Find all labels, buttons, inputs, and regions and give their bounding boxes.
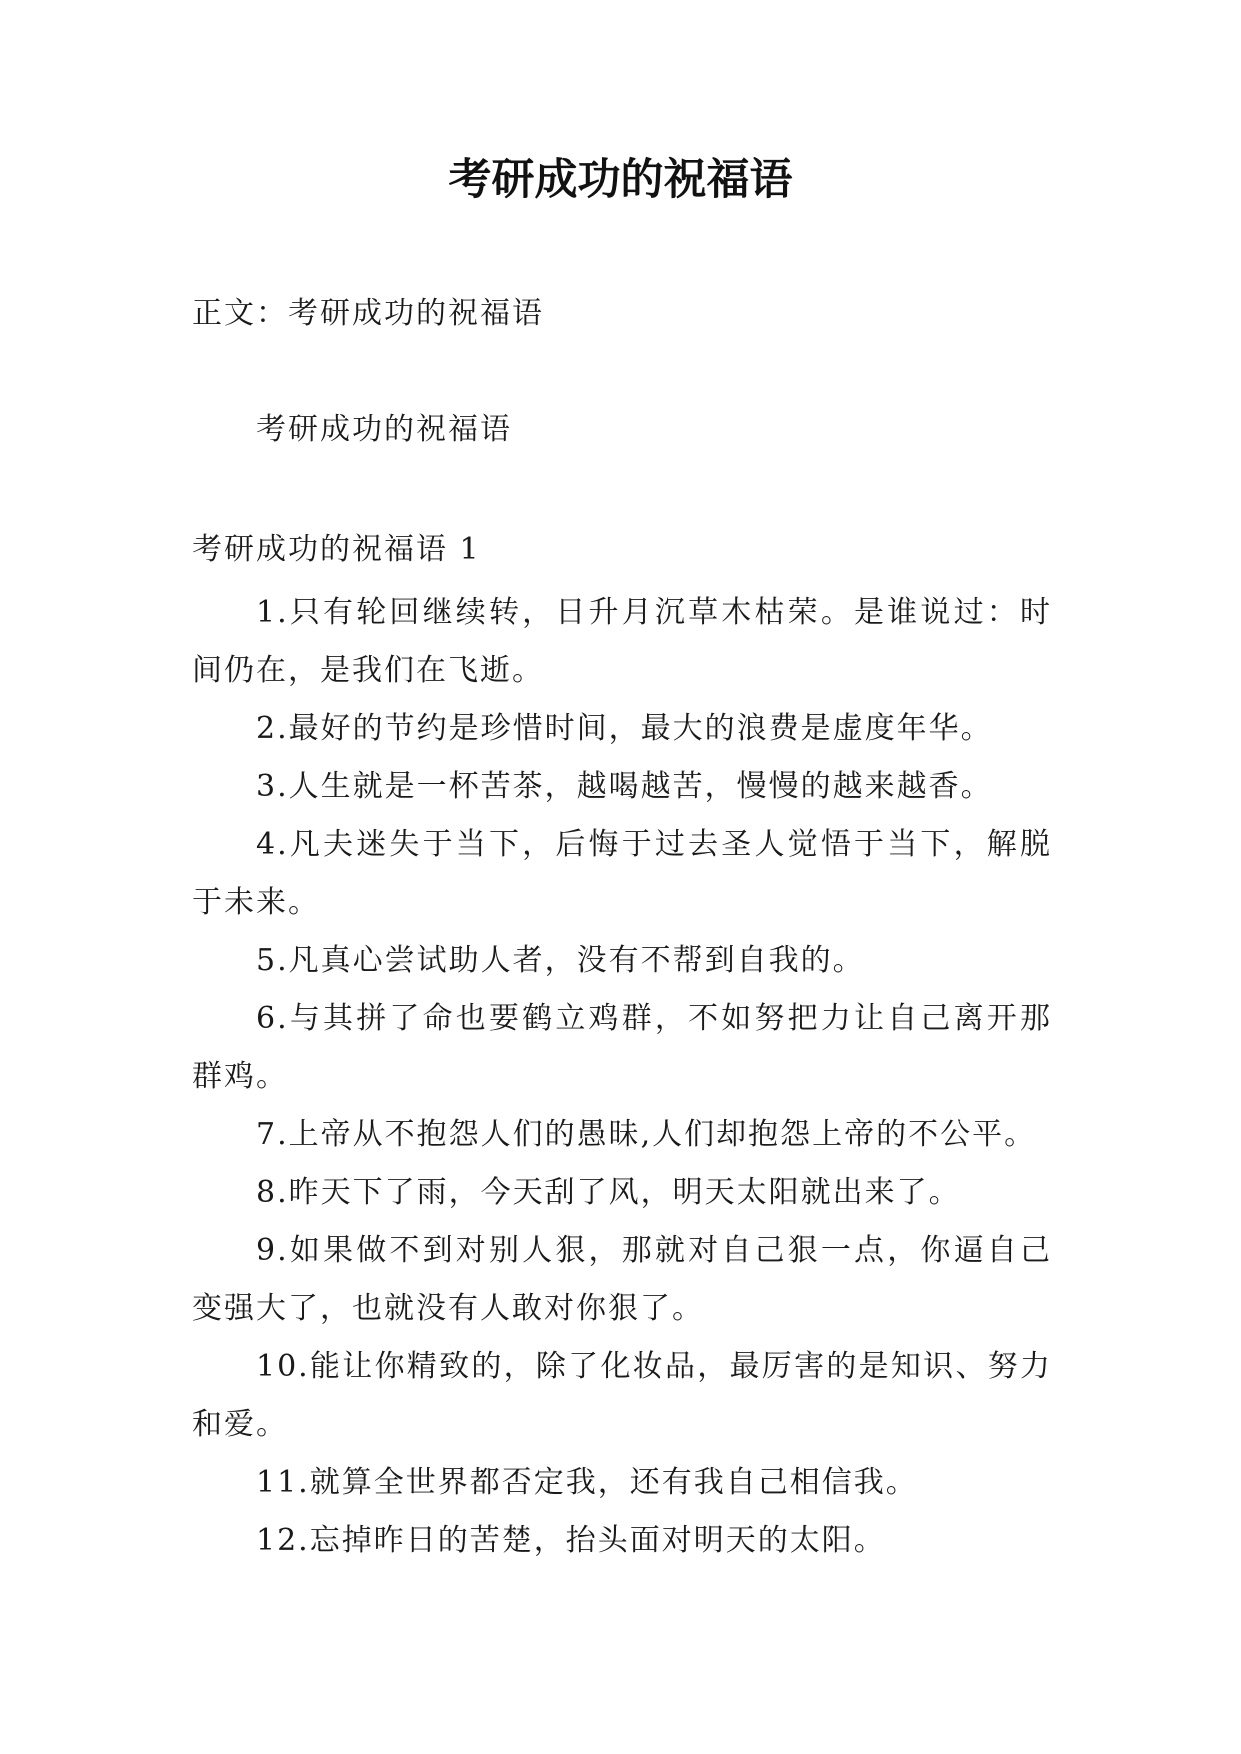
document-title: 考研成功的祝福语 [448,155,793,205]
list-item: 10.能让你精致的，除了化妆品，最厉害的是知识、努力和爱。 [192,1349,1052,1442]
list-item: 9.如果做不到对别人狠，那就对自己狠一点，你逼自己变强大了，也就没有人敢对你狠了。 [192,1233,1052,1326]
list-item: 2.最好的节约是珍惜时间，最大的浪费是虚度年华。 [256,711,993,746]
blessing-list [192,584,1052,1570]
list-item: 12.忘掉昨日的苦楚，抬头面对明天的太阳。 [256,1523,886,1558]
section-title: 考研成功的祝福语 1 [192,532,481,567]
list-item: 1.只有轮回继续转，日升月沉草木枯荣。是谁说过：时间仍在，是我们在飞逝。 [192,595,1052,688]
body-label-line: 正文：考研成功的祝福语 [192,296,544,331]
document-subtitle: 考研成功的祝福语 [256,412,512,447]
list-item: 7.上帝从不抱怨人们的愚昧,人们却抱怨上帝的不公平。 [256,1117,1037,1152]
list-item: 5.凡真心尝试助人者，没有不帮到自我的。 [256,943,865,978]
list-item: 8.昨天下了雨，今天刮了风，明天太阳就出来了。 [256,1175,961,1210]
list-item: 3.人生就是一杯苦茶，越喝越苦，慢慢的越来越香。 [256,769,993,804]
list-item: 11.就算全世界都否定我，还有我自己相信我。 [256,1465,918,1500]
list-item: 4.凡夫迷失于当下，后悔于过去圣人觉悟于当下，解脱于未来。 [192,827,1052,920]
list-item: 6.与其拼了命也要鹤立鸡群，不如努把力让自己离开那群鸡。 [192,1001,1052,1094]
